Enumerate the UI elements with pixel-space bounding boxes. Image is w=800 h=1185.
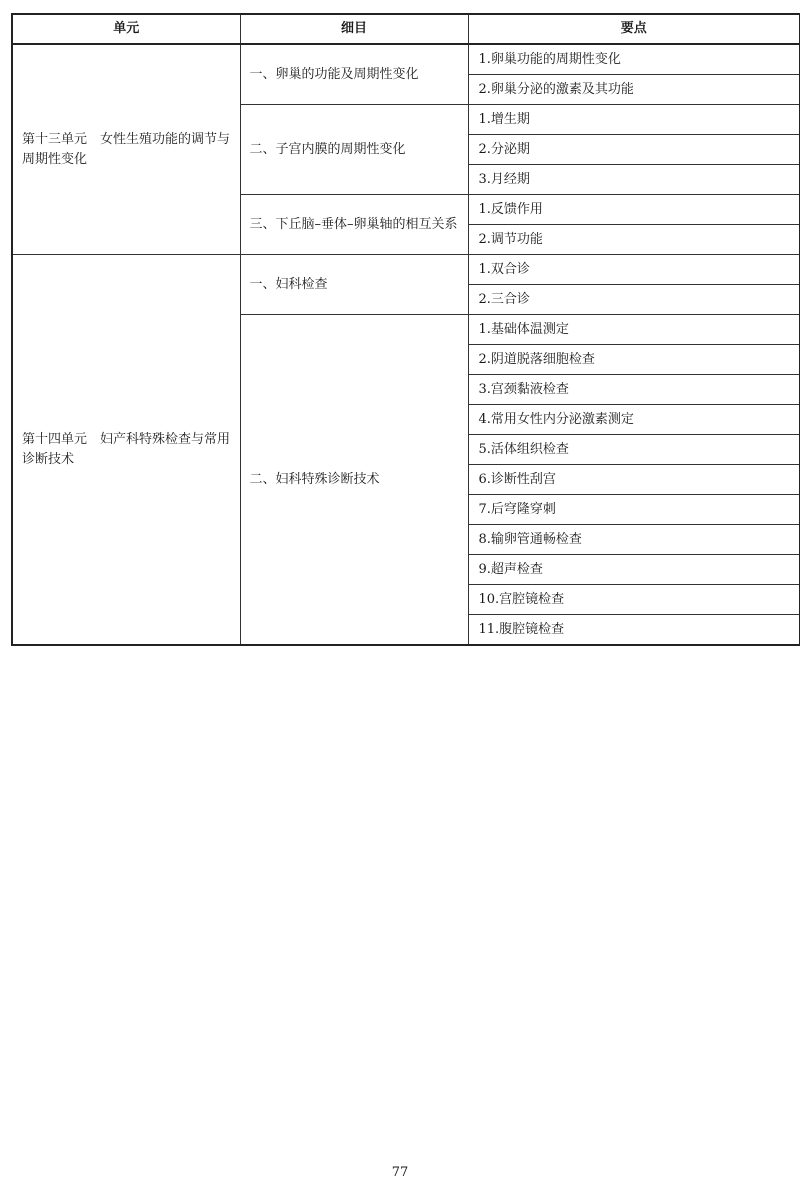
key-point-cell: 8.输卵管通畅检查 xyxy=(468,525,800,555)
key-point-cell: 6.诊断性刮宫 xyxy=(468,465,800,495)
key-point-cell: 9.超声检查 xyxy=(468,555,800,585)
detail-cell: 三、下丘脑–垂体–卵巢轴的相互关系 xyxy=(240,195,468,255)
key-point-cell: 2.卵巢分泌的激素及其功能 xyxy=(468,75,800,105)
key-point-cell: 2.调节功能 xyxy=(468,225,800,255)
header-detail: 细目 xyxy=(240,14,468,44)
key-point-cell: 1.卵巢功能的周期性变化 xyxy=(468,44,800,75)
key-point-cell: 1.双合诊 xyxy=(468,255,800,285)
key-point-cell: 7.后穹隆穿刺 xyxy=(468,495,800,525)
header-key-points: 要点 xyxy=(468,14,800,44)
table-row xyxy=(12,255,800,285)
unit-cell: 第十三单元 女性生殖功能的调节与周期性变化 xyxy=(12,44,240,255)
table-body xyxy=(12,44,800,645)
table-header-row xyxy=(12,14,800,44)
key-point-cell: 5.活体组织检查 xyxy=(468,435,800,465)
syllabus-table xyxy=(11,13,800,646)
key-point-cell: 3.宫颈黏液检查 xyxy=(468,375,800,405)
key-point-cell: 1.增生期 xyxy=(468,105,800,135)
key-point-cell: 2.阴道脱落细胞检查 xyxy=(468,345,800,375)
key-point-cell: 2.分泌期 xyxy=(468,135,800,165)
detail-cell: 二、妇科特殊诊断技术 xyxy=(240,315,468,646)
key-point-cell: 1.反馈作用 xyxy=(468,195,800,225)
header-unit: 单元 xyxy=(12,14,240,44)
key-point-cell: 4.常用女性内分泌激素测定 xyxy=(468,405,800,435)
detail-cell: 一、妇科检查 xyxy=(240,255,468,315)
detail-cell: 二、子宫内膜的周期性变化 xyxy=(240,105,468,195)
key-point-cell: 3.月经期 xyxy=(468,165,800,195)
page-number: 77 xyxy=(391,1165,409,1180)
detail-cell: 一、卵巢的功能及周期性变化 xyxy=(240,44,468,105)
key-point-cell: 11.腹腔镜检查 xyxy=(468,615,800,646)
unit-cell: 第十四单元 妇产科特殊检查与常用诊断技术 xyxy=(12,255,240,646)
key-point-cell: 10.宫腔镜检查 xyxy=(468,585,800,615)
key-point-cell: 1.基础体温测定 xyxy=(468,315,800,345)
key-point-cell: 2.三合诊 xyxy=(468,285,800,315)
table-row xyxy=(12,44,800,75)
